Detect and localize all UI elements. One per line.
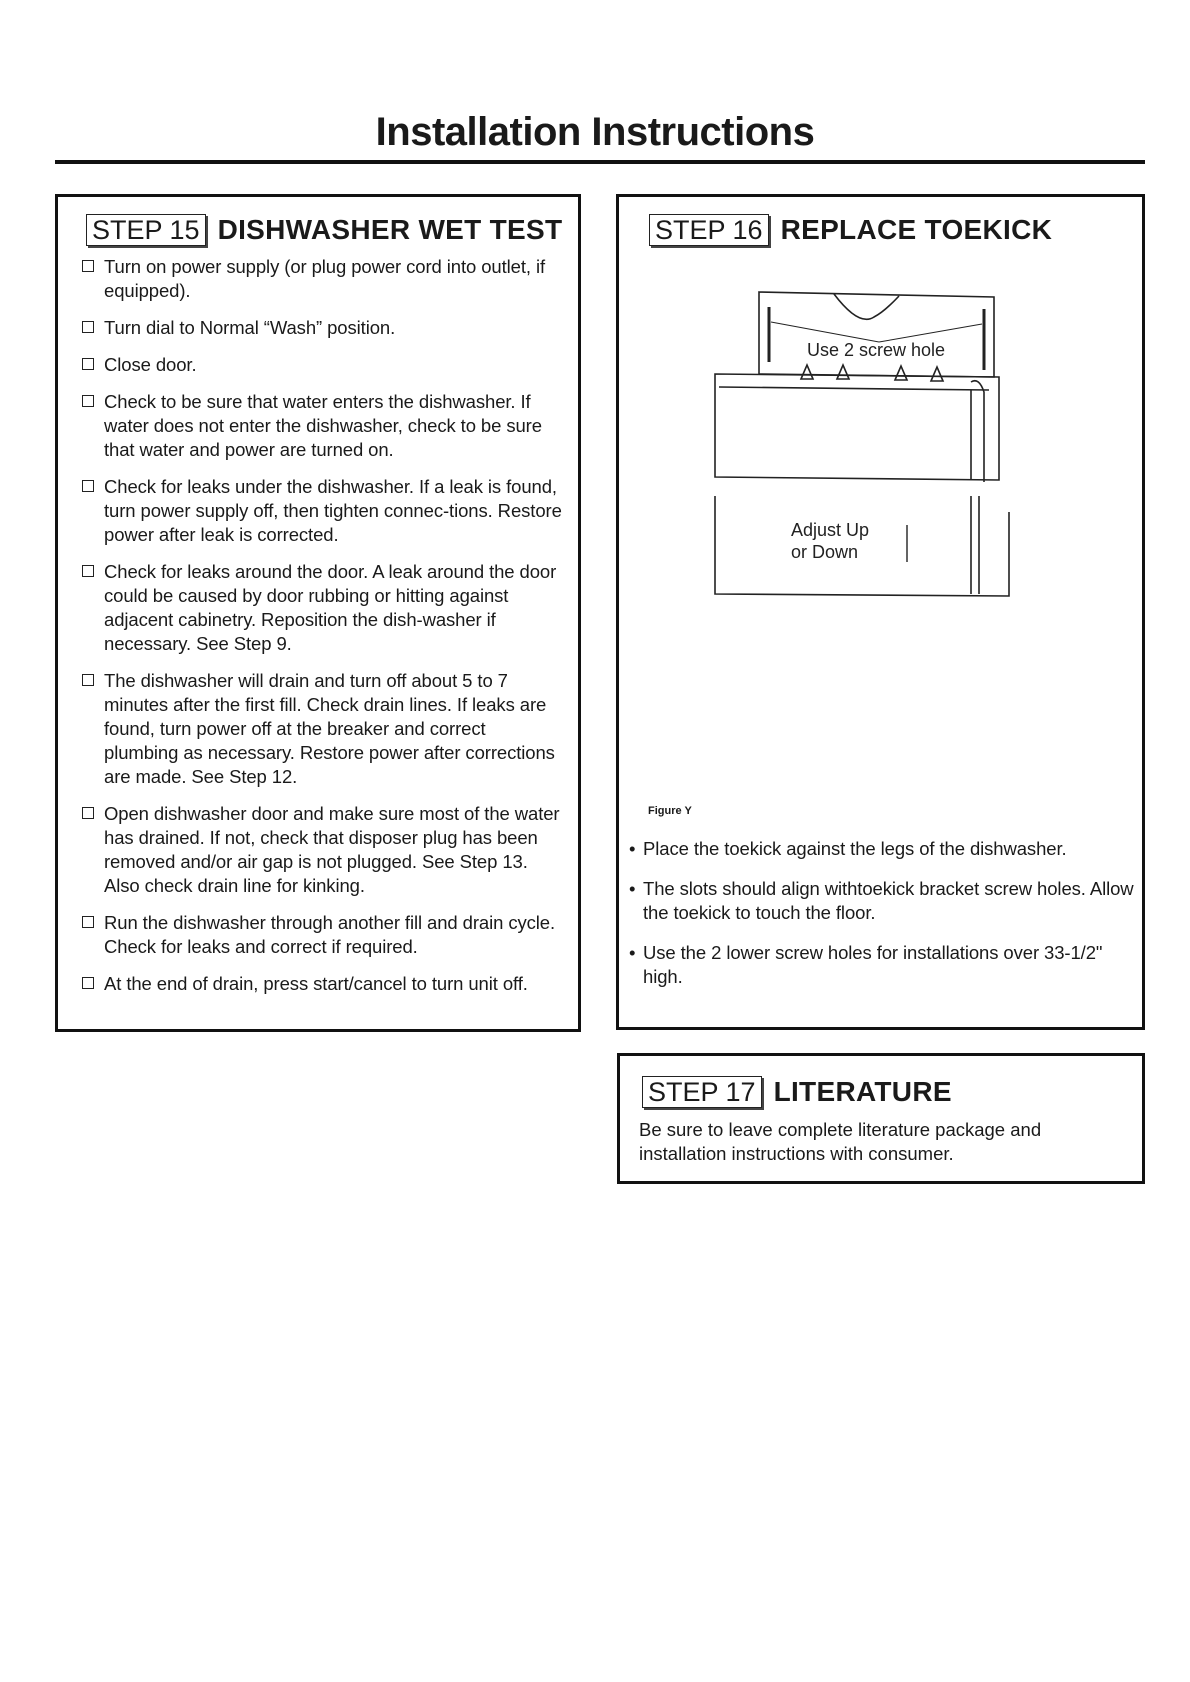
toekick-notch [834,294,899,319]
title-divider [55,160,1145,164]
bullet-item [629,837,1139,861]
step-15-panel [55,194,581,1032]
step-16-bullets [629,837,1139,1005]
checklist-item [82,390,562,462]
checklist-item [82,475,562,547]
bullet-item-text: Place the toekick against the legs of the dishwasher. [643,838,1067,859]
checklist-item-text: Check to be sure that water enters the dishwasher. If water does not enter the dishwasher, check to be sure that water and power are turned on. [104,391,542,460]
callout-adjust-1: Adjust Up [791,520,870,540]
checklist-item [82,255,562,303]
page-title: Installation Instructions [375,110,815,154]
checkbox-icon [82,260,94,272]
dimension-line [771,322,879,342]
bullet-icon: • [629,838,636,859]
bullet-icon: • [629,942,636,963]
toekick-panel [759,292,994,377]
checkbox-icon [82,565,94,577]
checklist-item-text: Check for leaks under the dishwasher. If a leak is found, turn power supply off, then tighten connec-tions. Restore power after leak is corrected. [104,476,562,545]
step-17-title: LITERATURE [773,1076,952,1107]
base-side-bracket [971,381,984,482]
bullet-item-text: The slots should align withtoekick bracket screw holes. Allow the toekick to touch the floor. [643,878,1134,923]
toekick-diagram [709,282,1049,752]
step-17-badge: STEP 17 [642,1076,762,1108]
bracket-icon [837,365,849,379]
bracket-icon [801,365,813,379]
bullet-icon: • [629,878,636,899]
step-16-badge: STEP 16 [649,214,769,246]
checklist-item [82,802,562,898]
checklist-item-text: Open dishwasher door and make sure most of the water has drained. If not, check that disposer plug has been removed and/or air gap is not plugged. See Step 13. Also check drain line for kinking. [104,803,560,896]
checklist-item [82,560,562,656]
step-17-header [642,1076,952,1108]
step-15-badge: STEP 15 [86,214,206,246]
checklist-item-text: Turn on power supply (or plug power cord into outlet, if equipped). [104,256,546,301]
checkbox-icon [82,977,94,989]
step-17-panel [617,1053,1145,1184]
step-15-checklist [82,255,562,1009]
checkbox-icon [82,358,94,370]
step-15-title: DISHWASHER WET TEST [217,214,563,245]
step-16-header [649,214,1052,246]
checklist-item-text: Close door. [104,354,197,375]
step-17-text: Be sure to leave complete literature package and installation instructions with consumer. [639,1119,1042,1164]
checklist-item-text: The dishwasher will drain and turn off about 5 to 7 minutes after the first fill. Check drain lines. If leaks are found, turn power off at the breaker and correct plumbing as necessary. Restore power after corrections are made. See Step 12. [104,670,555,787]
checkbox-icon [82,321,94,333]
checklist-item [82,972,562,996]
bracket-icon [931,367,943,381]
checkbox-icon [82,807,94,819]
step-16-panel [616,194,1145,1030]
checklist-item [82,353,562,377]
checkbox-icon [82,674,94,686]
checklist-item-text: At the end of drain, press start/cancel to turn unit off. [104,973,528,994]
checklist-item-text: Run the dishwasher through another fill and drain cycle. Check for leaks and correct if required. [104,912,556,957]
checkbox-icon [82,480,94,492]
toekick-lower [715,496,1009,596]
checklist-item-text: Turn dial to Normal “Wash” position. [104,317,396,338]
bullet-item-text: Use the 2 lower screw holes for installations over 33-1/2" high. [643,942,1103,987]
step-16-title: REPLACE TOEKICK [780,214,1053,245]
base-top-rail [719,387,989,390]
checklist-item-text: Check for leaks around the door. A leak around the door could be caused by door rubbing or hitting against adjacent cabinetry. Reposition the dish-washer if necessary. See Step 9. [104,561,557,654]
figure-label: Figure Y [648,805,692,817]
callout-adjust-2: or Down [791,542,859,562]
checklist-item [82,669,562,789]
bracket-icon [895,366,907,380]
checkbox-icon [82,916,94,928]
bullet-item [629,941,1139,989]
checklist-item [82,316,562,340]
checkbox-icon [82,395,94,407]
step-15-header [86,214,562,246]
bullet-item [629,877,1139,925]
checklist-item [82,911,562,959]
callout-screw-hole: Use 2 screw hole [807,340,946,360]
